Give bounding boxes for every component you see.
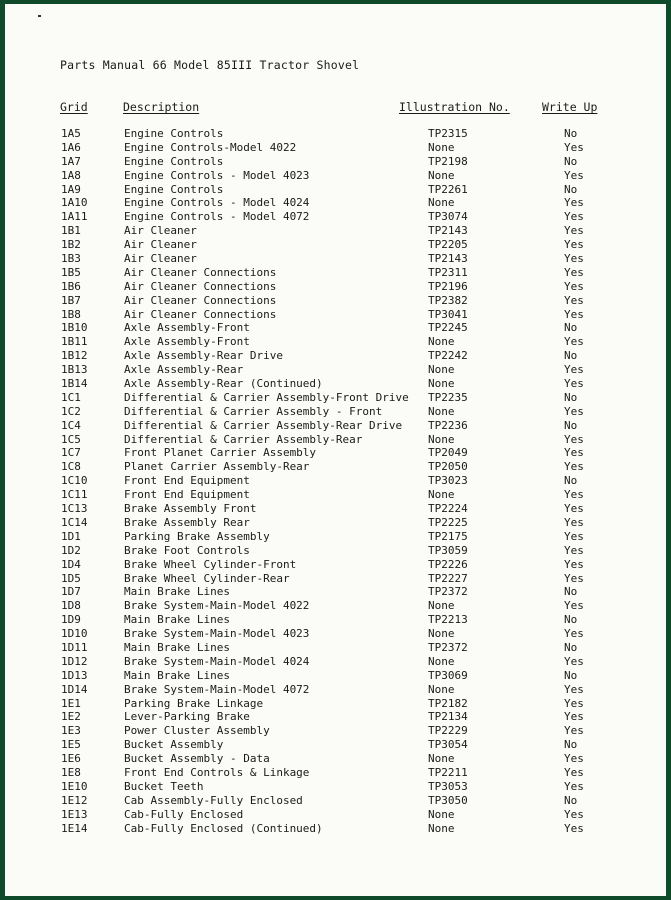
grid-cell: 1D5 (61, 571, 81, 585)
write-up-cell: No (564, 321, 578, 335)
table-row (5, 738, 666, 752)
description-cell: Brake Wheel Cylinder-Rear (124, 571, 290, 585)
description-cell: Engine Controls (124, 154, 224, 168)
write-up-cell: Yes (564, 363, 584, 377)
illustration-cell: None (428, 404, 455, 418)
table-row (5, 252, 666, 266)
description-cell: Air Cleaner Connections (124, 279, 277, 293)
description-cell: Main Brake Lines (124, 640, 230, 654)
grid-cell: 1B7 (61, 293, 81, 307)
description-cell: Differential & Carrier Assembly - Front (124, 404, 383, 418)
illustration-cell: TP2211 (428, 765, 468, 779)
illustration-cell: None (428, 488, 455, 502)
write-up-cell: Yes (564, 752, 584, 766)
parts-table (5, 127, 666, 835)
write-up-cell: Yes (564, 682, 584, 696)
table-row (5, 794, 666, 808)
grid-cell: 1B11 (61, 335, 88, 349)
write-up-cell: Yes (564, 238, 584, 252)
illustration-cell: TP3041 (428, 307, 468, 321)
write-up-cell: No (564, 640, 578, 654)
grid-cell: 1B3 (61, 252, 81, 266)
description-cell: Main Brake Lines (124, 668, 230, 682)
write-up-cell: Yes (564, 529, 584, 543)
table-row (5, 558, 666, 572)
description-cell: Engine Controls - Model 4023 (124, 168, 310, 182)
table-row (5, 710, 666, 724)
write-up-cell: No (564, 474, 578, 488)
illustration-cell: None (428, 752, 455, 766)
grid-cell: 1A7 (61, 154, 81, 168)
write-up-cell: No (564, 154, 578, 168)
table-row (5, 752, 666, 766)
table-row (5, 308, 666, 322)
write-up-cell: Yes (564, 224, 584, 238)
illustration-cell: TP2236 (428, 418, 468, 432)
write-up-cell: Yes (564, 543, 584, 557)
table-row (5, 669, 666, 683)
grid-cell: 1D8 (61, 599, 81, 613)
table-row (5, 419, 666, 433)
description-cell: Axle Assembly-Front (124, 321, 250, 335)
illustration-cell: TP2196 (428, 279, 468, 293)
grid-cell: 1E5 (61, 738, 81, 752)
illustration-cell: TP3054 (428, 738, 468, 752)
description-cell: Power Cluster Assembly (124, 724, 270, 738)
write-up-cell: Yes (564, 293, 584, 307)
illustration-cell: None (428, 196, 455, 210)
column-header-grid: Grid (60, 100, 88, 114)
illustration-cell: None (428, 807, 455, 821)
illustration-cell: None (428, 377, 455, 391)
illustration-cell: TP3053 (428, 779, 468, 793)
table-row (5, 572, 666, 586)
write-up-cell: No (564, 738, 578, 752)
description-cell: Brake Assembly Rear (124, 515, 250, 529)
column-header-write-up: Write Up (542, 100, 598, 114)
scan-speck (38, 15, 41, 17)
write-up-cell: No (564, 127, 578, 140)
illustration-cell: TP2198 (428, 154, 468, 168)
illustration-cell: TP2226 (428, 557, 468, 571)
write-up-cell: Yes (564, 599, 584, 613)
illustration-cell: TP2227 (428, 571, 468, 585)
grid-cell: 1D9 (61, 613, 81, 627)
table-row (5, 377, 666, 391)
table-row (5, 460, 666, 474)
write-up-cell: Yes (564, 265, 584, 279)
grid-cell: 1B10 (61, 321, 88, 335)
write-up-cell: No (564, 668, 578, 682)
write-up-cell: Yes (564, 515, 584, 529)
illustration-cell: TP2225 (428, 515, 468, 529)
table-row (5, 391, 666, 405)
illustration-cell: TP2245 (428, 321, 468, 335)
description-cell: Bucket Teeth (124, 779, 204, 793)
description-cell: Axle Assembly-Front (124, 335, 250, 349)
grid-cell: 1C10 (61, 474, 88, 488)
illustration-cell: None (428, 821, 455, 835)
description-cell: Engine Controls (124, 182, 224, 196)
write-up-cell: No (564, 418, 578, 432)
illustration-cell: TP3059 (428, 543, 468, 557)
description-cell: Brake System-Main-Model 4023 (124, 627, 310, 641)
table-row (5, 780, 666, 794)
illustration-cell: TP3050 (428, 793, 468, 807)
description-cell: Main Brake Lines (124, 613, 230, 627)
table-row (5, 363, 666, 377)
description-cell: Air Cleaner (124, 224, 197, 238)
table-row (5, 488, 666, 502)
grid-cell: 1E10 (61, 779, 88, 793)
description-cell: Engine Controls (124, 127, 224, 140)
illustration-cell: TP2143 (428, 224, 468, 238)
write-up-cell: Yes (564, 710, 584, 724)
write-up-cell: Yes (564, 627, 584, 641)
description-cell: Air Cleaner Connections (124, 307, 277, 321)
illustration-cell: TP2224 (428, 502, 468, 516)
description-cell: Brake Foot Controls (124, 543, 250, 557)
table-row (5, 808, 666, 822)
description-cell: Brake System-Main-Model 4022 (124, 599, 310, 613)
description-cell: Air Cleaner Connections (124, 293, 277, 307)
grid-cell: 1C2 (61, 404, 81, 418)
grid-cell: 1E14 (61, 821, 88, 835)
description-cell: Brake System-Main-Model 4024 (124, 654, 310, 668)
table-row (5, 697, 666, 711)
write-up-cell: Yes (564, 279, 584, 293)
column-header-illustration: Illustration No. (399, 100, 510, 114)
grid-cell: 1C5 (61, 432, 81, 446)
table-row (5, 280, 666, 294)
description-cell: Differential & Carrier Assembly-Rear Drive (124, 418, 403, 432)
table-row (5, 169, 666, 183)
write-up-cell: Yes (564, 432, 584, 446)
grid-cell: 1D7 (61, 585, 81, 599)
description-cell: Axle Assembly-Rear (Continued) (124, 377, 323, 391)
illustration-cell: TP2382 (428, 293, 468, 307)
description-cell: Front End Equipment (124, 488, 250, 502)
write-up-cell: Yes (564, 654, 584, 668)
description-cell: Engine Controls-Model 4022 (124, 140, 297, 154)
description-cell: Axle Assembly-Rear Drive (124, 349, 283, 363)
description-cell: Main Brake Lines (124, 585, 230, 599)
illustration-cell: TP2311 (428, 265, 468, 279)
write-up-cell: Yes (564, 724, 584, 738)
table-row (5, 585, 666, 599)
description-cell: Brake System-Main-Model 4072 (124, 682, 310, 696)
grid-cell: 1B1 (61, 224, 81, 238)
table-row (5, 238, 666, 252)
grid-cell: 1D13 (61, 668, 88, 682)
document-page (5, 4, 666, 896)
write-up-cell: Yes (564, 460, 584, 474)
grid-cell: 1B2 (61, 238, 81, 252)
write-up-cell: Yes (564, 252, 584, 266)
illustration-cell: None (428, 335, 455, 349)
illustration-cell: TP2134 (428, 710, 468, 724)
description-cell: Cab-Fully Enclosed (Continued) (124, 821, 323, 835)
grid-cell: 1A5 (61, 127, 81, 140)
grid-cell: 1A9 (61, 182, 81, 196)
illustration-cell: TP2143 (428, 252, 468, 266)
table-row (5, 613, 666, 627)
table-row (5, 335, 666, 349)
description-cell: Front Planet Carrier Assembly (124, 446, 317, 460)
grid-cell: 1B6 (61, 279, 81, 293)
grid-cell: 1D11 (61, 640, 88, 654)
write-up-cell: Yes (564, 335, 584, 349)
write-up-cell: Yes (564, 502, 584, 516)
table-row (5, 641, 666, 655)
illustration-cell: None (428, 168, 455, 182)
illustration-cell: TP2205 (428, 238, 468, 252)
write-up-cell: Yes (564, 821, 584, 835)
write-up-cell: Yes (564, 488, 584, 502)
write-up-cell: Yes (564, 571, 584, 585)
write-up-cell: Yes (564, 168, 584, 182)
grid-cell: 1D14 (61, 682, 88, 696)
grid-cell: 1B8 (61, 307, 81, 321)
illustration-cell: TP2049 (428, 446, 468, 460)
table-row (5, 155, 666, 169)
grid-cell: 1E1 (61, 696, 81, 710)
table-row (5, 502, 666, 516)
table-row (5, 516, 666, 530)
grid-cell: 1A8 (61, 168, 81, 182)
page-title: Parts Manual 66 Model 85III Tractor Shovel (60, 58, 360, 72)
description-cell: Axle Assembly-Rear (124, 363, 244, 377)
illustration-cell: TP2182 (428, 696, 468, 710)
write-up-cell: No (564, 585, 578, 599)
illustration-cell: TP2372 (428, 640, 468, 654)
table-row (5, 266, 666, 280)
illustration-cell: TP2175 (428, 529, 468, 543)
description-cell: Air Cleaner Connections (124, 265, 277, 279)
table-row (5, 349, 666, 363)
table-row (5, 766, 666, 780)
grid-cell: 1D12 (61, 654, 88, 668)
write-up-cell: Yes (564, 210, 584, 224)
illustration-cell: TP2229 (428, 724, 468, 738)
write-up-cell: Yes (564, 404, 584, 418)
grid-cell: 1B12 (61, 349, 88, 363)
illustration-cell: None (428, 682, 455, 696)
grid-cell: 1E3 (61, 724, 81, 738)
description-cell: Differential & Carrier Assembly-Front Drive (124, 390, 409, 404)
illustration-cell: None (428, 654, 455, 668)
write-up-cell: Yes (564, 307, 584, 321)
description-cell: Differential & Carrier Assembly-Rear (124, 432, 363, 446)
grid-cell: 1E8 (61, 765, 81, 779)
grid-cell: 1A10 (61, 196, 88, 210)
grid-cell: 1C4 (61, 418, 81, 432)
illustration-cell: TP2213 (428, 613, 468, 627)
illustration-cell: None (428, 140, 455, 154)
write-up-cell: No (564, 613, 578, 627)
illustration-cell: None (428, 599, 455, 613)
write-up-cell: Yes (564, 377, 584, 391)
write-up-cell: Yes (564, 807, 584, 821)
grid-cell: 1D4 (61, 557, 81, 571)
grid-cell: 1C8 (61, 460, 81, 474)
description-cell: Engine Controls - Model 4024 (124, 196, 310, 210)
table-row (5, 141, 666, 155)
description-cell: Brake Wheel Cylinder-Front (124, 557, 297, 571)
illustration-cell: None (428, 627, 455, 641)
write-up-cell: Yes (564, 140, 584, 154)
table-row (5, 183, 666, 197)
description-cell: Engine Controls - Model 4072 (124, 210, 310, 224)
grid-cell: 1B13 (61, 363, 88, 377)
description-cell: Parking Brake Assembly (124, 529, 270, 543)
description-cell: Bucket Assembly (124, 738, 224, 752)
write-up-cell: Yes (564, 765, 584, 779)
table-row (5, 433, 666, 447)
grid-cell: 1B14 (61, 377, 88, 391)
illustration-cell: TP2235 (428, 390, 468, 404)
grid-cell: 1C7 (61, 446, 81, 460)
table-row (5, 294, 666, 308)
description-cell: Front End Equipment (124, 474, 250, 488)
illustration-cell: None (428, 432, 455, 446)
table-row (5, 544, 666, 558)
illustration-cell: TP2242 (428, 349, 468, 363)
grid-cell: 1A11 (61, 210, 88, 224)
table-row (5, 196, 666, 210)
table-row (5, 599, 666, 613)
grid-cell: 1A6 (61, 140, 81, 154)
table-row (5, 405, 666, 419)
grid-cell: 1E2 (61, 710, 81, 724)
write-up-cell: Yes (564, 557, 584, 571)
write-up-cell: No (564, 390, 578, 404)
table-row (5, 683, 666, 697)
illustration-cell: TP3074 (428, 210, 468, 224)
illustration-cell: None (428, 363, 455, 377)
table-row (5, 321, 666, 335)
write-up-cell: Yes (564, 696, 584, 710)
grid-cell: 1C1 (61, 390, 81, 404)
illustration-cell: TP3069 (428, 668, 468, 682)
write-up-cell: No (564, 349, 578, 363)
description-cell: Planet Carrier Assembly-Rear (124, 460, 310, 474)
grid-cell: 1D1 (61, 529, 81, 543)
write-up-cell: No (564, 793, 578, 807)
write-up-cell: Yes (564, 196, 584, 210)
table-row (5, 474, 666, 488)
table-row (5, 446, 666, 460)
grid-cell: 1C11 (61, 488, 88, 502)
grid-cell: 1C13 (61, 502, 88, 516)
table-row (5, 724, 666, 738)
description-cell: Front End Controls & Linkage (124, 765, 310, 779)
table-row (5, 655, 666, 669)
description-cell: Parking Brake Linkage (124, 696, 264, 710)
grid-cell: 1C14 (61, 515, 88, 529)
description-cell: Lever-Parking Brake (124, 710, 250, 724)
table-row (5, 210, 666, 224)
illustration-cell: TP3023 (428, 474, 468, 488)
description-cell: Bucket Assembly - Data (124, 752, 270, 766)
table-row (5, 127, 666, 141)
table-row (5, 530, 666, 544)
column-header-description: Description (123, 100, 200, 114)
write-up-cell: Yes (564, 446, 584, 460)
description-cell: Brake Assembly Front (124, 502, 257, 516)
illustration-cell: TP2261 (428, 182, 468, 196)
description-cell: Air Cleaner (124, 252, 197, 266)
grid-cell: 1B5 (61, 265, 81, 279)
table-row (5, 224, 666, 238)
description-cell: Cab Assembly-Fully Enclosed (124, 793, 303, 807)
grid-cell: 1E12 (61, 793, 88, 807)
grid-cell: 1E13 (61, 807, 88, 821)
table-row (5, 627, 666, 641)
grid-cell: 1D2 (61, 543, 81, 557)
illustration-cell: TP2315 (428, 127, 468, 140)
description-cell: Cab-Fully Enclosed (124, 807, 244, 821)
write-up-cell: Yes (564, 779, 584, 793)
illustration-cell: TP2372 (428, 585, 468, 599)
description-cell: Air Cleaner (124, 238, 197, 252)
grid-cell: 1D10 (61, 627, 88, 641)
write-up-cell: No (564, 182, 578, 196)
table-row (5, 822, 666, 836)
grid-cell: 1E6 (61, 752, 81, 766)
illustration-cell: TP2050 (428, 460, 468, 474)
